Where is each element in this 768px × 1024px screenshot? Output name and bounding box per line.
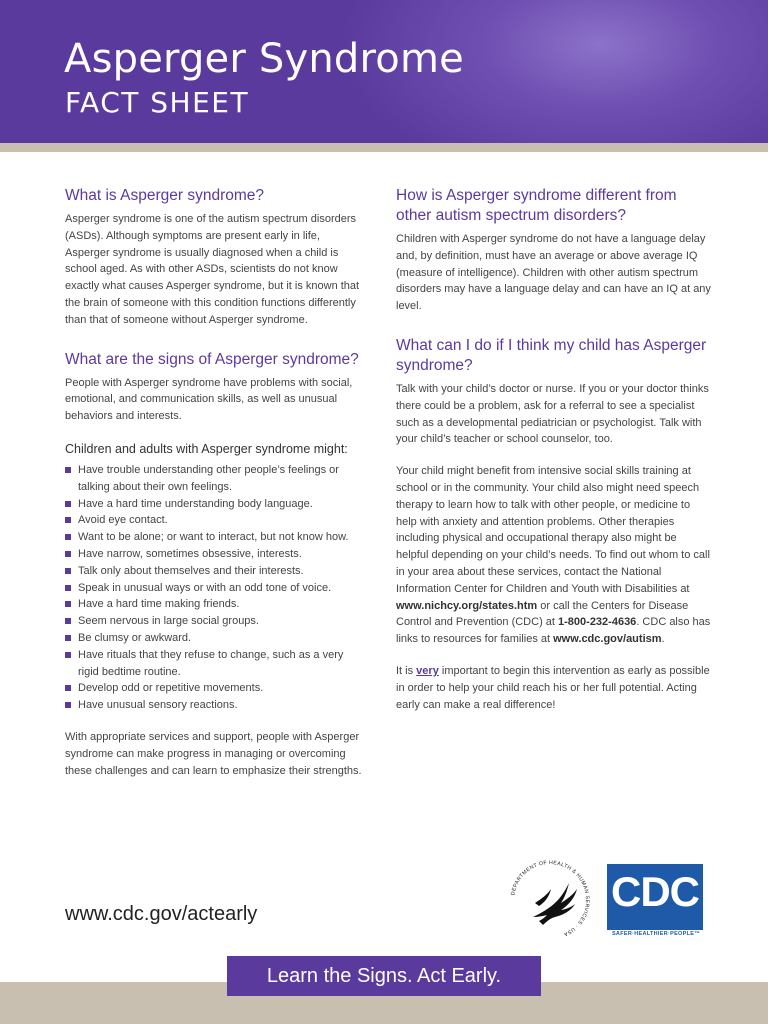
page-title: Asperger Syndrome [64,36,464,82]
header-banner [0,0,768,143]
nichcy-link[interactable]: www.nichcy.org/states.htm [396,599,538,612]
bullet-square-icon [65,568,71,574]
slogan-box [227,956,541,996]
paragraph-what-is: Asperger syndrome is one of the autism spectrum disorders (ASDs). Although symptoms are present early in life, Asperger syndrome is usually diagnosed when a child is school aged. As with other ASDs, scientists do not know exactly what causes Asperger syndrome, but it is known that the brain of someone with this condition functions differently than that of someone without Asperger syndrome. [65,213,360,326]
bullet-square-icon [65,517,71,523]
list-item: Have a hard time making friends. [65,596,365,613]
cdc-phone: 1-800-232-4636 [558,616,637,629]
emphasis-very: very [416,664,439,677]
list-item: Develop odd or repetitive movements. [65,680,365,697]
bullet-square-icon [65,534,71,540]
list-item: Have a hard time understanding body language. [65,496,365,513]
slogan-text: Learn the Signs. Act Early. [266,965,502,987]
heading-signs: What are the signs of Asperger syndrome? [65,350,359,368]
list-item: Have unusual sensory reactions. [65,697,365,714]
subheading-might: Children and adults with Asperger syndrome might: [65,441,348,456]
paragraph-services: Your child might benefit from intensive social skills training at school or in the community. Your child also might need speech therapy to learn how to talk with other people, or medicine to help with anxiety and attention problems. Other therapies including physical and occupational therapy also might be helpful depending on your child’s needs. To find out whom to call in your area about these services, contact the National Information Center for Children and Youth with Disabilities at www.nichcy.org/states.htm or call the Centers for Disease Control and Prevention (CDC) at 1-800-232-4636. CDC also has links to resources for families at www.cdc.gov/autism. [396,465,711,646]
hhs-ring-text: DEPARTMENT OF HEALTH & HUMAN SERVICES · USA [510,859,591,938]
list-item: Have narrow, sometimes obsessive, interests. [65,546,365,563]
bullet-square-icon [65,652,71,658]
bullet-square-icon [65,618,71,624]
header-divider [0,143,768,152]
cdc-autism-link[interactable]: www.cdc.gov/autism [553,633,662,646]
cdc-logo-text: CDC [611,868,699,915]
bullet-square-icon [65,467,71,473]
paragraph-support: With appropriate services and support, people with Asperger syndrome can make progress in managing or overcoming these challenges and can learn to emphasize their strengths. [65,730,362,777]
bullet-square-icon [65,501,71,507]
bullet-square-icon [65,685,71,691]
paragraph-signs: People with Asperger syndrome have problems with social, emotional, and communication skills, as well as unusual behaviors and interests. [65,376,353,423]
list-item: Have rituals that they refuse to change, such as a very rigid bedtime routine. [65,647,365,681]
hhs-eagle-logo [505,855,595,945]
list-item: Speak in unusual ways or with an odd tone of voice. [65,580,365,597]
actearly-url-link[interactable]: www.cdc.gov/actearly [65,903,258,925]
list-item: Be clumsy or awkward. [65,630,365,647]
signs-list [65,462,365,714]
heading-what-can-i-do: What can I do if I think my child has Asperger syndrome? [396,336,707,374]
page-subtitle: FACT SHEET [65,86,250,119]
list-item: Talk only about themselves and their interests. [65,563,365,580]
cdc-tagline: SAFER·HEALTHIER·PEOPLE™ [611,931,701,937]
list-item: Have trouble understanding other people’s feelings or talking about their own feelings. [65,462,365,496]
list-item: Seem nervous in large social groups. [65,613,365,630]
right-column [396,186,711,713]
heading-what-is: What is Asperger syndrome? [65,187,265,204]
bullet-square-icon [65,635,71,641]
list-item: Want to be alone; or want to interact, but not know how. [65,529,365,546]
paragraph-talk: Talk with your child’s doctor or nurse. If you or your doctor thinks there could be a problem, ask for a referral to see a specialist such as a developmental pediatrician or psychologist. Talk with your child’s teacher or school counselor, too. [396,382,709,446]
svg-text:DEPARTMENT OF HEALTH & HUMAN S [510,860,590,937]
bullet-square-icon [65,702,71,708]
bullet-square-icon [65,601,71,607]
bullet-square-icon [65,585,71,591]
list-item: Avoid eye contact. [65,512,365,529]
left-column [65,186,365,779]
paragraph-early: It is very important to begin this intervention as early as possible in order to help your child reach his or her full potential. Acting early can make a real difference! [396,664,710,711]
bullet-square-icon [65,551,71,557]
heading-different: How is Asperger syndrome different from other autism spectrum disorders? [396,187,677,224]
paragraph-different: Children with Asperger syndrome do not have a language delay and, by definition, must have an average or above average IQ (measure of intelligence). Children with other autism spectrum disorders may have a language delay and can have an IQ at any level. [396,233,711,313]
cdc-logo [607,864,703,930]
